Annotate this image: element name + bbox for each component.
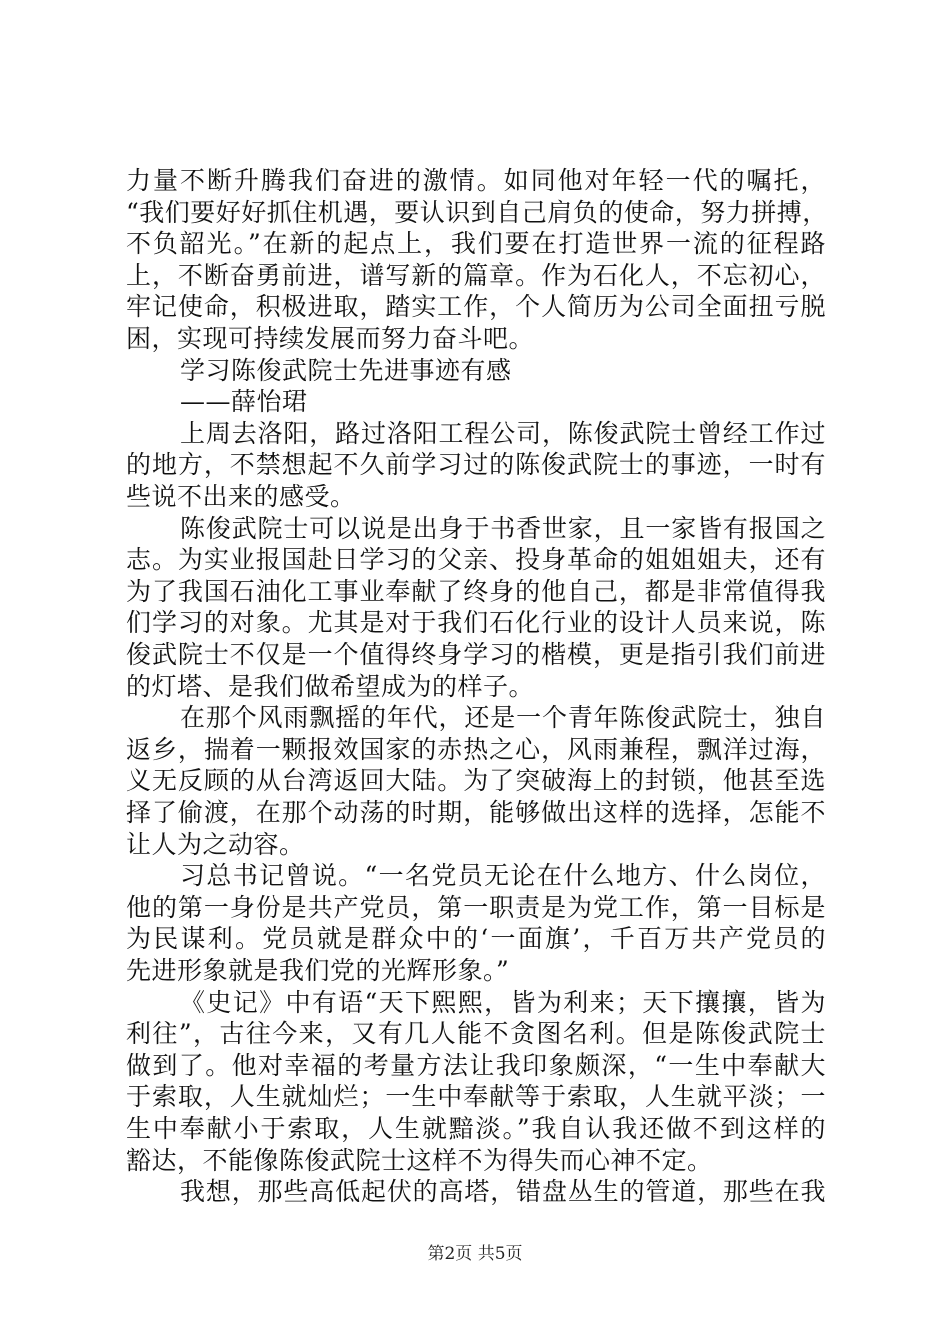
body-line: 义无反顾的从台湾返回大陆。为了突破海上的封锁，他甚至选 <box>126 766 826 796</box>
body-line: 《史记》中有语“天下熙熙，皆为利来；天下攘攘，皆为 <box>180 987 826 1017</box>
body-line: 俊武院士不仅是一个值得终身学习的楷模，更是指引我们前进 <box>126 640 826 669</box>
body-line: 困，实现可持续发展而努力奋斗吧。 <box>126 324 535 353</box>
body-line: “我们要好好抓住机遇，要认识到自己肩负的使命，努力拼搏， <box>126 197 828 227</box>
body-line: 们学习的对象。尤其是对于我们石化行业的设计人员来说，陈 <box>126 608 826 638</box>
author-line: ——薛怡珺 <box>180 387 308 417</box>
body-line: 择了偷渡，在那个动荡的时期，能够做出这样的选择，怎能不 <box>126 798 826 827</box>
body-line: 做到了。他对幸福的考量方法让我印象颇深，“一生中奉献大 <box>126 1050 826 1080</box>
body-line: 为民谋利。党员就是群众中的‘一面旗’，千百万共产党员的 <box>126 924 826 954</box>
body-line: 些说不出来的感受。 <box>126 482 356 511</box>
body-line: 让人为之动容。 <box>126 829 305 859</box>
body-line: 陈俊武院士可以说是出身于书香世家，且一家皆有报国之 <box>180 513 826 543</box>
body-line: 的地方，不禁想起不久前学习过的陈俊武院士的事迹，一时有 <box>126 450 826 480</box>
body-line: 上，不断奋勇前进，谱写新的篇章。作为石化人，不忘初心， <box>126 260 826 290</box>
body-line: 他的第一身份是共产党员，第一职责是为党工作，第一目标是 <box>126 892 826 922</box>
body-line: 在那个风雨飘摇的年代，还是一个青年陈俊武院士，独自 <box>180 703 826 733</box>
body-line: 利往”，古往今来，又有几人能不贪图名利。但是陈俊武院士 <box>126 1019 826 1049</box>
body-line: 我想，那些高低起伏的高塔，错盘丛生的管道，那些在我 <box>180 1177 826 1207</box>
body-line: 生中奉献小于索取，人生就黯淡。”我自认我还做不到这样的 <box>126 1114 826 1143</box>
page-footer: 第2页 共5页 <box>427 1244 523 1264</box>
section-title: 学习陈俊武院士先进事迹有感 <box>180 355 512 385</box>
body-line: 豁达，不能像陈俊武院士这样不为得失而心神不定。 <box>126 1145 713 1175</box>
body-line: 习总书记曾说。“一名党员无论在什么地方、什么岗位， <box>180 861 826 891</box>
body-line: 为了我国石油化工事业奉献了终身的他自己，都是非常值得我 <box>126 576 826 606</box>
body-line: 返乡，揣着一颗报效国家的赤热之心，风雨兼程，飘洋过海， <box>126 734 826 764</box>
body-line: 志。为实业报国赴日学习的父亲、投身革命的姐姐姐夫，还有 <box>126 545 826 575</box>
body-line: 的灯塔、是我们做希望成为的样子。 <box>126 671 535 701</box>
body-line: 上周去洛阳，路过洛阳工程公司，陈俊武院士曾经工作过 <box>180 418 826 448</box>
body-line: 先进形象就是我们党的光辉形象。” <box>126 956 510 985</box>
body-line: 于索取，人生就灿烂；一生中奉献等于索取，人生就平淡；一 <box>126 1082 826 1112</box>
body-line: 力量不断升腾我们奋进的激情。如同他对年轻一代的嘱托， <box>126 166 826 195</box>
body-line: 不负韶光。”在新的起点上，我们要在打造世界一流的征程路 <box>126 229 826 259</box>
body-line: 牢记使命，积极进取，踏实工作，个人简历为公司全面扭亏脱 <box>126 292 826 322</box>
